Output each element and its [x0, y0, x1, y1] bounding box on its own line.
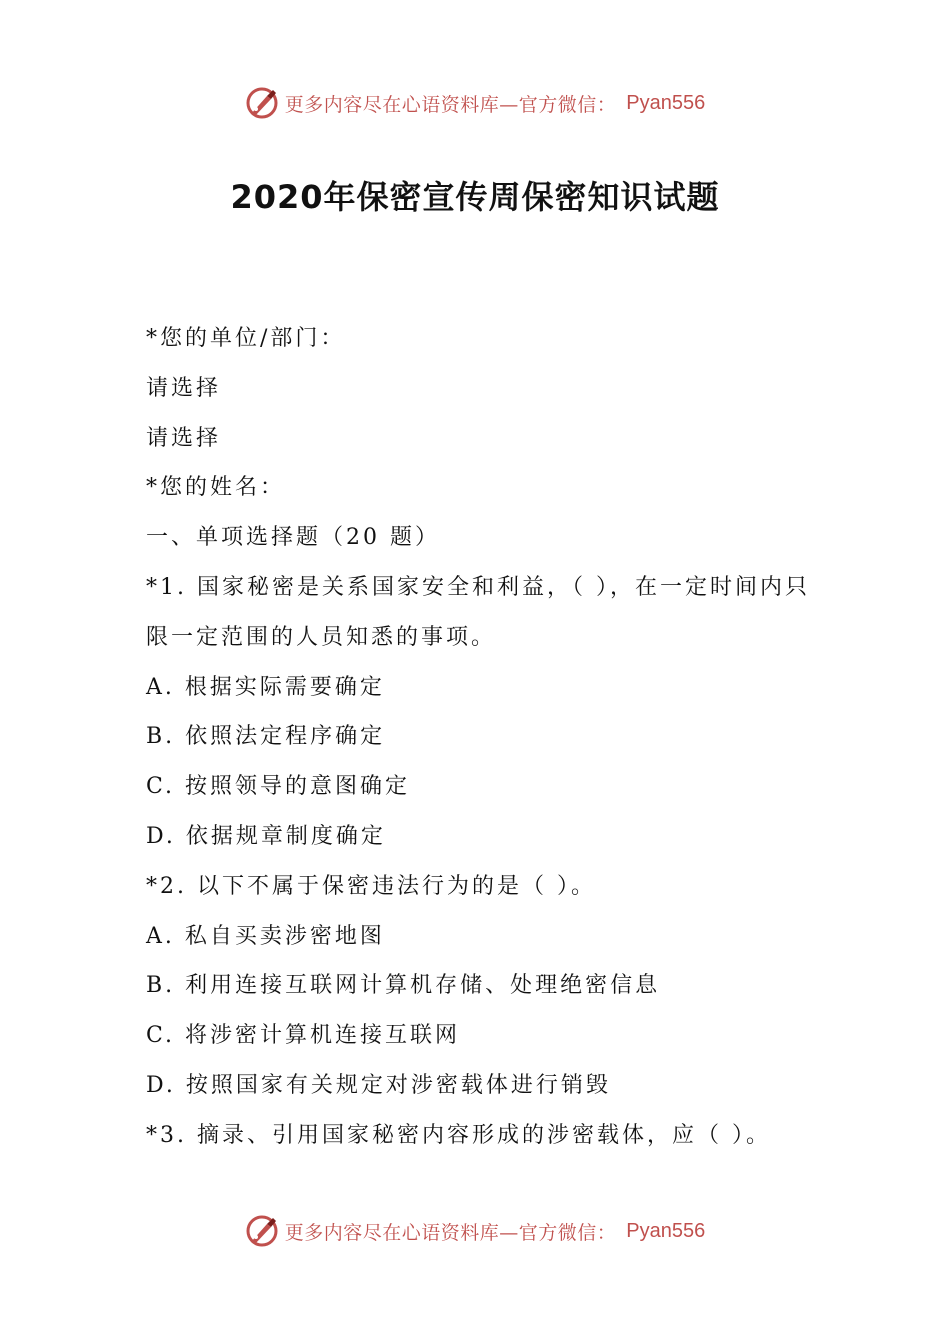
name-field-label: *您的姓名： [146, 475, 286, 501]
header-banner [0, 83, 950, 123]
page-title: 2020年保密宣传周保密知识试题 [230, 178, 720, 216]
q1-option-c[interactable]: C. 按照领导的意图确定 [146, 774, 411, 800]
unit-select-1[interactable]: 请选择 [146, 375, 222, 401]
unit-select-2[interactable]: 请选择 [146, 425, 222, 451]
unit-field-label: *您的单位/部门： [146, 326, 346, 351]
q2-option-c[interactable]: C. 将涉密计算机连接互联网 [146, 1023, 461, 1049]
banner-contact: Pyan556 [626, 91, 706, 114]
pen-logo-icon [245, 1214, 279, 1248]
banner-contact: Pyan556 [626, 1219, 706, 1242]
question-2: *2. 以下不属于保密违法行为的是（ ）。 [146, 873, 596, 899]
q2-option-d[interactable]: D. 按照国家有关规定对涉密载体进行销毁 [146, 1072, 611, 1098]
banner-text: 更多内容尽在心语资料库—官方微信： [284, 93, 617, 116]
question-3: *3. 摘录、引用国家秘密内容形成的涉密载体，应（ ）。 [146, 1122, 771, 1148]
document-body [146, 314, 826, 1161]
q2-option-b[interactable]: B. 利用连接互联网计算机存储、处理绝密信息 [146, 973, 661, 999]
banner-text: 更多内容尽在心语资料库—官方微信： [284, 1221, 617, 1244]
q1-option-a[interactable]: A. 根据实际需要确定 [146, 674, 385, 700]
pen-logo-icon [245, 86, 279, 120]
footer-banner [0, 1211, 950, 1251]
q1-option-d[interactable]: D. 依据规章制度确定 [146, 823, 386, 849]
question-1: *1. 国家秘密是关系国家安全和利益，（ ），在一定时间内只限一定范围的人员知悉的事项。 [146, 574, 810, 650]
q1-option-b[interactable]: B. 依照法定程序确定 [146, 724, 386, 750]
section-heading: 一、单项选择题（20 题） [146, 525, 440, 551]
q2-option-a[interactable]: A. 私自买卖涉密地图 [146, 923, 385, 949]
